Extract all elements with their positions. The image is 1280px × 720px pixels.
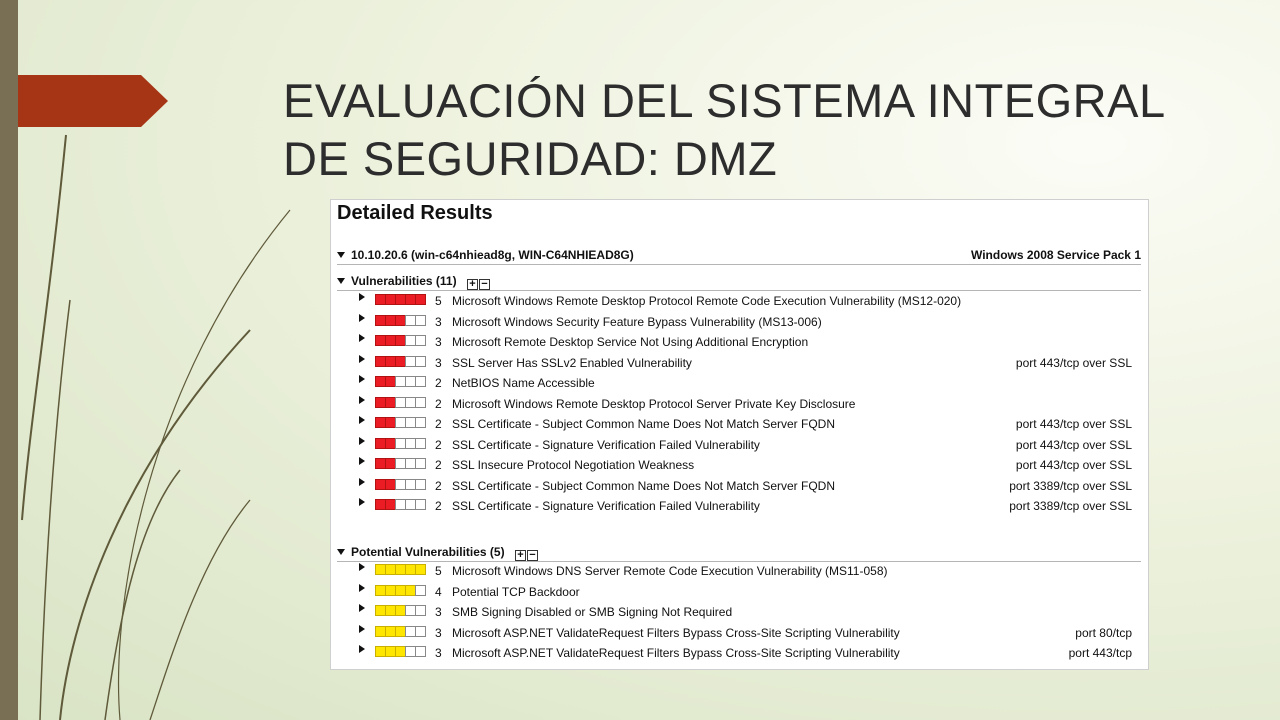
vulnerability-row[interactable] (337, 582, 1141, 602)
severity-level: 5 (435, 294, 442, 308)
triangle-right-icon[interactable] (359, 478, 365, 486)
severity-cell (415, 605, 426, 616)
severity-meter (375, 376, 425, 387)
vulnerability-port: port 443/tcp (1068, 646, 1132, 660)
severity-level: 2 (435, 437, 442, 452)
severity-level: 2 (435, 396, 442, 411)
severity-cell (415, 397, 426, 408)
vulnerability-name: Microsoft Windows Remote Desktop Protocol Remote Code Execution Vulnerability (MS12-020) (452, 294, 962, 308)
vulnerability-row[interactable] (337, 332, 1141, 352)
vulnerability-port: port 443/tcp over SSL (1015, 437, 1132, 452)
vulnerability-name: SSL Server Has SSLv2 Enabled Vulnerability (452, 355, 692, 370)
vulnerability-port: port 3389/tcp over SSL (1009, 499, 1132, 513)
vulnerability-row[interactable] (337, 353, 1141, 373)
severity-meter (375, 335, 425, 346)
vulnerability-port: port 443/tcp over SSL (1015, 458, 1132, 472)
severity-meter (375, 458, 425, 469)
vulnerability-row[interactable] (337, 455, 1141, 475)
triangle-down-icon[interactable] (337, 252, 345, 258)
vulnerability-name: SSL Certificate - Signature Verification Failed Vulnerability (452, 499, 760, 513)
vulnerability-row[interactable] (337, 476, 1141, 496)
severity-cell (415, 315, 426, 326)
vulnerability-row[interactable] (337, 561, 1141, 581)
severity-level: 4 (435, 584, 442, 599)
severity-meter (375, 315, 425, 326)
severity-meter (375, 417, 425, 428)
left-sidebar-bar (0, 0, 18, 720)
minus-square-icon[interactable]: − (479, 279, 490, 290)
vulnerability-name: Microsoft ASP.NET ValidateRequest Filters Bypass Cross-Site Scripting Vulnerability (452, 625, 900, 640)
severity-cell (415, 294, 426, 305)
potential-section-header[interactable] (337, 543, 1141, 562)
vulnerability-name: Microsoft Remote Desktop Service Not Using Additional Encryption (452, 335, 809, 349)
vulnerability-row[interactable] (337, 602, 1141, 622)
severity-meter (375, 499, 425, 510)
vulnerabilities-section-header[interactable] (337, 272, 1141, 291)
severity-cell (415, 356, 426, 367)
vulnerability-port: port 443/tcp over SSL (1015, 417, 1132, 431)
vulnerability-row[interactable] (337, 414, 1141, 434)
slide-title: EVALUACIÓN DEL SISTEMA INTEGRAL DE SEGURIDAD: DMZ (283, 74, 1164, 185)
vulnerability-name: SSL Certificate - Subject Common Name Does Not Match Server FQDN (452, 417, 836, 431)
vulnerability-name: SMB Signing Disabled or SMB Signing Not Required (452, 605, 733, 619)
triangle-right-icon[interactable] (359, 437, 365, 445)
vulnerability-port: port 443/tcp over SSL (1015, 355, 1132, 370)
severity-meter (375, 646, 425, 657)
triangle-down-icon[interactable] (337, 549, 345, 555)
vulnerability-name: SSL Insecure Protocol Negotiation Weakness (452, 458, 695, 472)
severity-meter (375, 585, 425, 596)
potential-label: Potential Vulnerabilities (5) (351, 545, 505, 559)
severity-meter (375, 564, 425, 575)
vulnerability-row[interactable] (337, 373, 1141, 393)
potential-label-wrap (337, 545, 538, 561)
severity-level: 2 (435, 499, 442, 513)
panel-title: Detailed Results (337, 202, 493, 224)
host-header[interactable] (337, 246, 1141, 265)
vulnerability-row[interactable] (337, 312, 1141, 332)
triangle-right-icon[interactable] (359, 584, 365, 592)
severity-level: 2 (435, 478, 442, 493)
severity-meter (375, 605, 425, 616)
triangle-right-icon[interactable] (359, 498, 365, 506)
vulnerability-row[interactable] (337, 643, 1141, 663)
accent-arrow-shape (18, 75, 168, 127)
severity-cell (415, 626, 426, 637)
severity-cell (415, 585, 426, 596)
vulnerability-name: SSL Certificate - Subject Common Name Does Not Match Server FQDN (452, 478, 836, 493)
severity-level: 2 (435, 417, 442, 431)
triangle-down-icon[interactable] (337, 278, 345, 284)
severity-level: 3 (435, 335, 442, 349)
triangle-right-icon[interactable] (359, 375, 365, 383)
severity-cell (415, 564, 426, 575)
severity-meter (375, 626, 425, 637)
triangle-right-icon[interactable] (359, 355, 365, 363)
triangle-right-icon[interactable] (359, 314, 365, 322)
severity-cell (415, 335, 426, 346)
severity-level: 3 (435, 605, 442, 619)
vulnerability-name: Microsoft Windows Remote Desktop Protocol Server Private Key Disclosure (452, 396, 856, 411)
vulnerability-row[interactable] (337, 623, 1141, 643)
vulnerability-row[interactable] (337, 496, 1141, 516)
vulnerability-name: NetBIOS Name Accessible (452, 376, 595, 390)
vulnerability-name: Potential TCP Backdoor (452, 584, 580, 599)
severity-level: 5 (435, 564, 442, 578)
vulnerability-row[interactable] (337, 394, 1141, 414)
minus-square-icon[interactable]: − (527, 550, 538, 561)
host-os: Windows 2008 Service Pack 1 (971, 248, 1141, 262)
severity-cell (415, 499, 426, 510)
triangle-right-icon[interactable] (359, 416, 365, 424)
severity-level: 2 (435, 376, 442, 390)
severity-cell (415, 479, 426, 490)
severity-level: 3 (435, 646, 442, 660)
severity-meter (375, 356, 425, 367)
severity-cell (415, 438, 426, 449)
triangle-right-icon[interactable] (359, 457, 365, 465)
triangle-right-icon[interactable] (359, 293, 365, 301)
triangle-right-icon[interactable] (359, 625, 365, 633)
vulnerabilities-label-wrap (337, 274, 490, 290)
vulnerabilities-label: Vulnerabilities (11) (351, 274, 457, 288)
severity-meter (375, 397, 425, 408)
severity-cell (415, 376, 426, 387)
vulnerability-port: port 80/tcp (1075, 625, 1132, 640)
severity-cell (415, 458, 426, 469)
plus-square-icon[interactable]: + (467, 279, 478, 290)
triangle-right-icon[interactable] (359, 396, 365, 404)
host-label-wrap (337, 248, 634, 262)
vulnerability-name: Microsoft ASP.NET ValidateRequest Filters Bypass Cross-Site Scripting Vulnerability (452, 646, 900, 660)
vulnerability-name: Microsoft Windows Security Feature Bypass Vulnerability (MS13-006) (452, 314, 822, 329)
detailed-results-panel (330, 199, 1149, 670)
severity-level: 2 (435, 458, 442, 472)
vulnerability-row[interactable] (337, 435, 1141, 455)
triangle-right-icon[interactable] (359, 563, 365, 571)
vulnerability-name: SSL Certificate - Signature Verification Failed Vulnerability (452, 437, 760, 452)
severity-level: 3 (435, 314, 442, 329)
triangle-right-icon[interactable] (359, 334, 365, 342)
severity-level: 3 (435, 625, 442, 640)
triangle-right-icon[interactable] (359, 645, 365, 653)
host-label: 10.10.20.6 (win-c64nhiead8g, WIN-C64NHIEAD8G) (351, 248, 634, 262)
triangle-right-icon[interactable] (359, 604, 365, 612)
vulnerability-row[interactable] (337, 291, 1141, 311)
severity-meter (375, 479, 425, 490)
severity-cell (415, 646, 426, 657)
severity-meter (375, 438, 425, 449)
severity-level: 3 (435, 355, 442, 370)
severity-meter (375, 294, 425, 305)
severity-cell (415, 417, 426, 428)
vulnerability-name: Microsoft Windows DNS Server Remote Code Execution Vulnerability (MS11-058) (452, 564, 888, 578)
plus-square-icon[interactable]: + (515, 550, 526, 561)
vulnerability-port: port 3389/tcp over SSL (1009, 478, 1132, 493)
